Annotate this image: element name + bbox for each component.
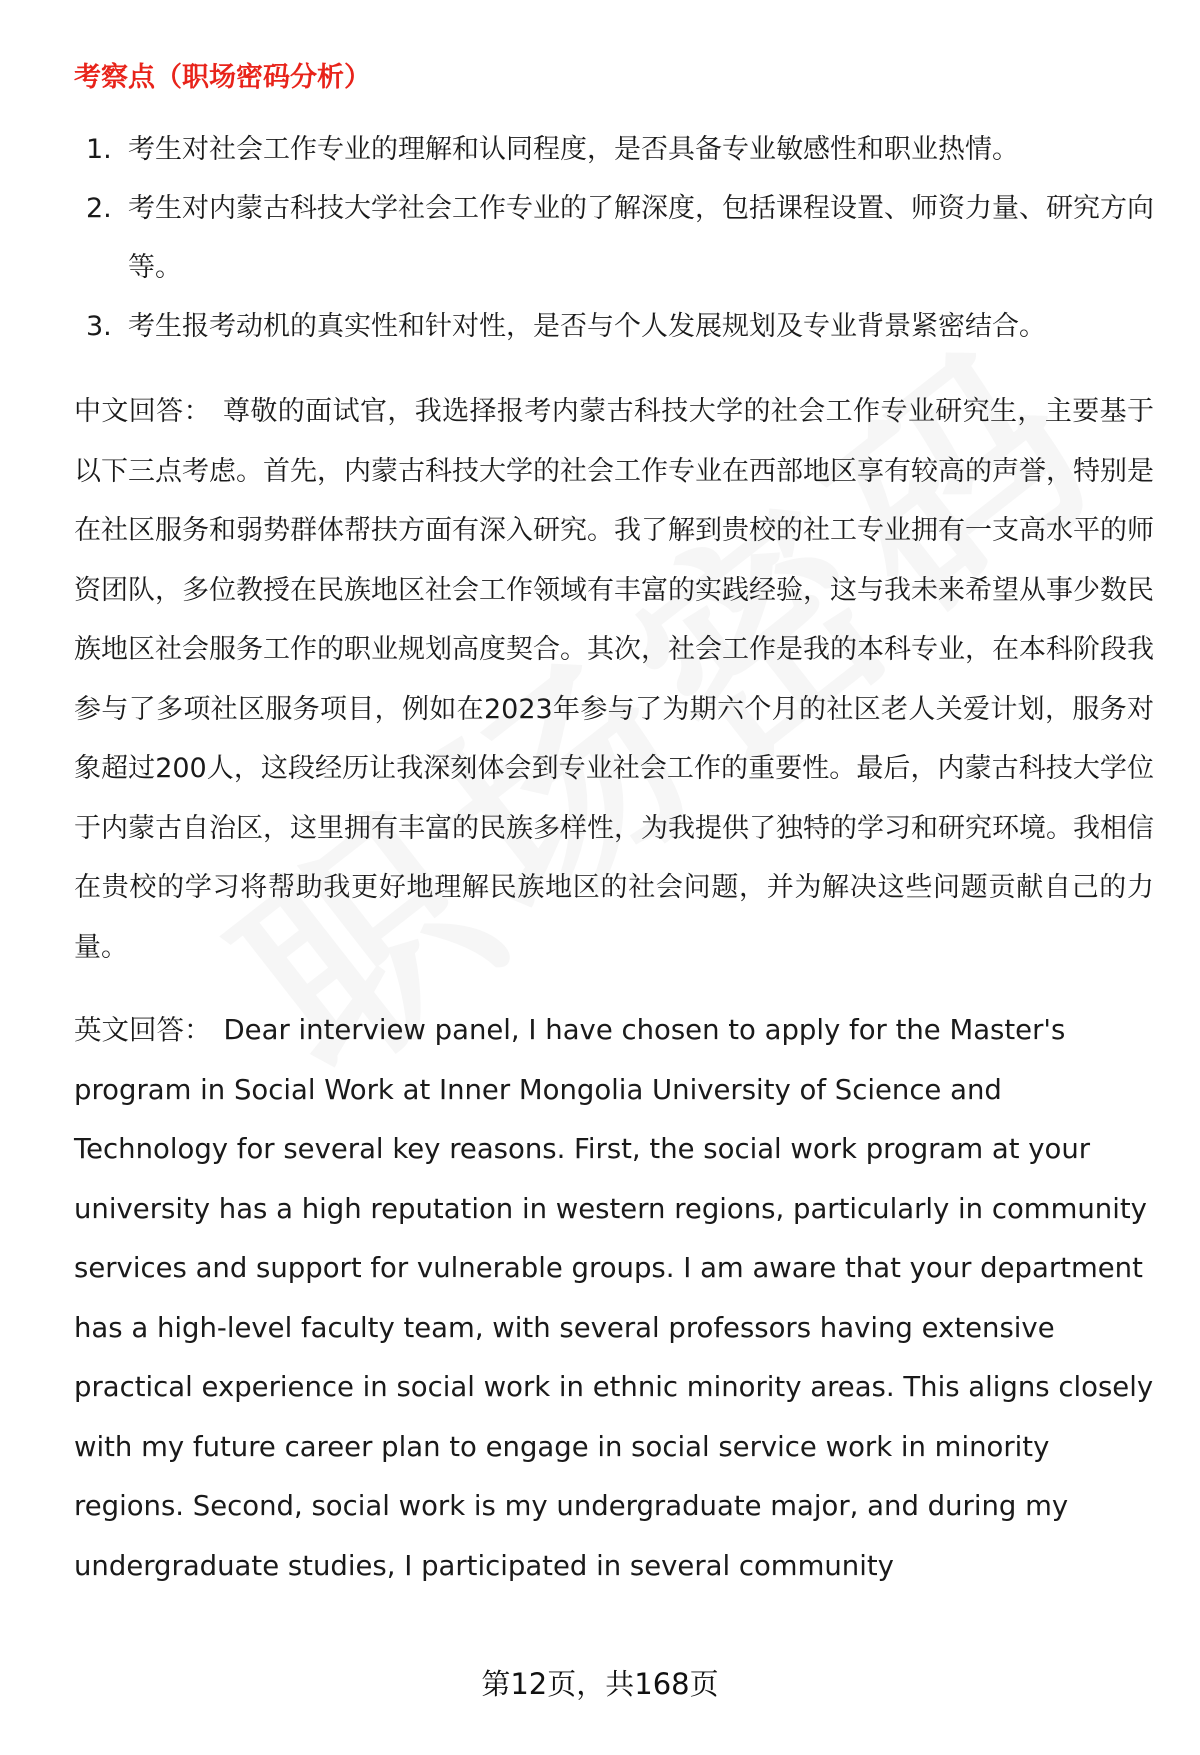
list-item-text: 考生对社会工作专业的理解和认同程度，是否具备专业敏感性和职业热情。 (128, 134, 1019, 165)
list-item (74, 179, 1154, 297)
english-answer-label: 英文回答： (74, 1014, 212, 1046)
list-number: 1. (86, 134, 112, 165)
list-item-text: 考生报考动机的真实性和针对性，是否与个人发展规划及专业背景紧密结合。 (128, 311, 1046, 342)
list-item-text: 考生对内蒙古科技大学社会工作专业的了解深度，包括课程设置、师资力量、研究方向等。 (128, 193, 1154, 283)
assessment-points-list (74, 120, 1154, 356)
list-number: 2. (86, 193, 112, 224)
chinese-answer-paragraph (74, 382, 1154, 977)
page-number-footer: 第12页，共168页 (481, 1667, 719, 1701)
english-answer-paragraph (74, 1001, 1154, 1596)
list-item (74, 120, 1154, 179)
english-answer-text: Dear interview panel, I have chosen to apply for the Master's program in Social Work at Inner Mongolia University of Science and Technology for several key reasons. First, the social work program at your university has a high reputation in western regions, particularly in community services and support for vulnerable groups. I am aware that your department has a high-level faculty team, with several professors having extensive practical experience in social work in ethnic minority areas. This aligns closely with my future career plan to engage in social service work in minority regions. Second, social work is my undergraduate major, and during my undergraduate studies, I participated in several community (74, 1014, 1154, 1582)
list-number: 3. (86, 311, 112, 342)
chinese-answer-text: 尊敬的面试官，我选择报考内蒙古科技大学的社会工作专业研究生，主要基于以下三点考虑。首先，内蒙古科技大学的社会工作专业在西部地区享有较高的声誉，特别是在社区服务和弱势群体帮扶方面有深入研究。我了解到贵校的社工专业拥有一支高水平的师资团队，多位教授在民族地区社会工作领域有丰富的实践经验，这与我未来希望从事少数民族地区社会服务工作的职业规划高度契合。其次，社会工作是我的本科专业，在本科阶段我参与了多项社区服务项目，例如在2023年参与了为期六个月的社区老人关爱计划，服务对象超过200人，这段经历让我深刻体会到专业社会工作的重要性。最后，内蒙古科技大学位于内蒙古自治区，这里拥有丰富的民族多样性，为我提供了独特的学习和研究环境。我相信在贵校的学习将帮助我更好地理解民族地区的社会问题，并为解决这些问题贡献自己的力量。 (74, 396, 1155, 963)
chinese-answer-label: 中文回答： (74, 396, 211, 427)
list-item (74, 297, 1154, 356)
section-heading: 考察点（职场密码分析） (74, 62, 371, 93)
document-page (74, 58, 1154, 1596)
